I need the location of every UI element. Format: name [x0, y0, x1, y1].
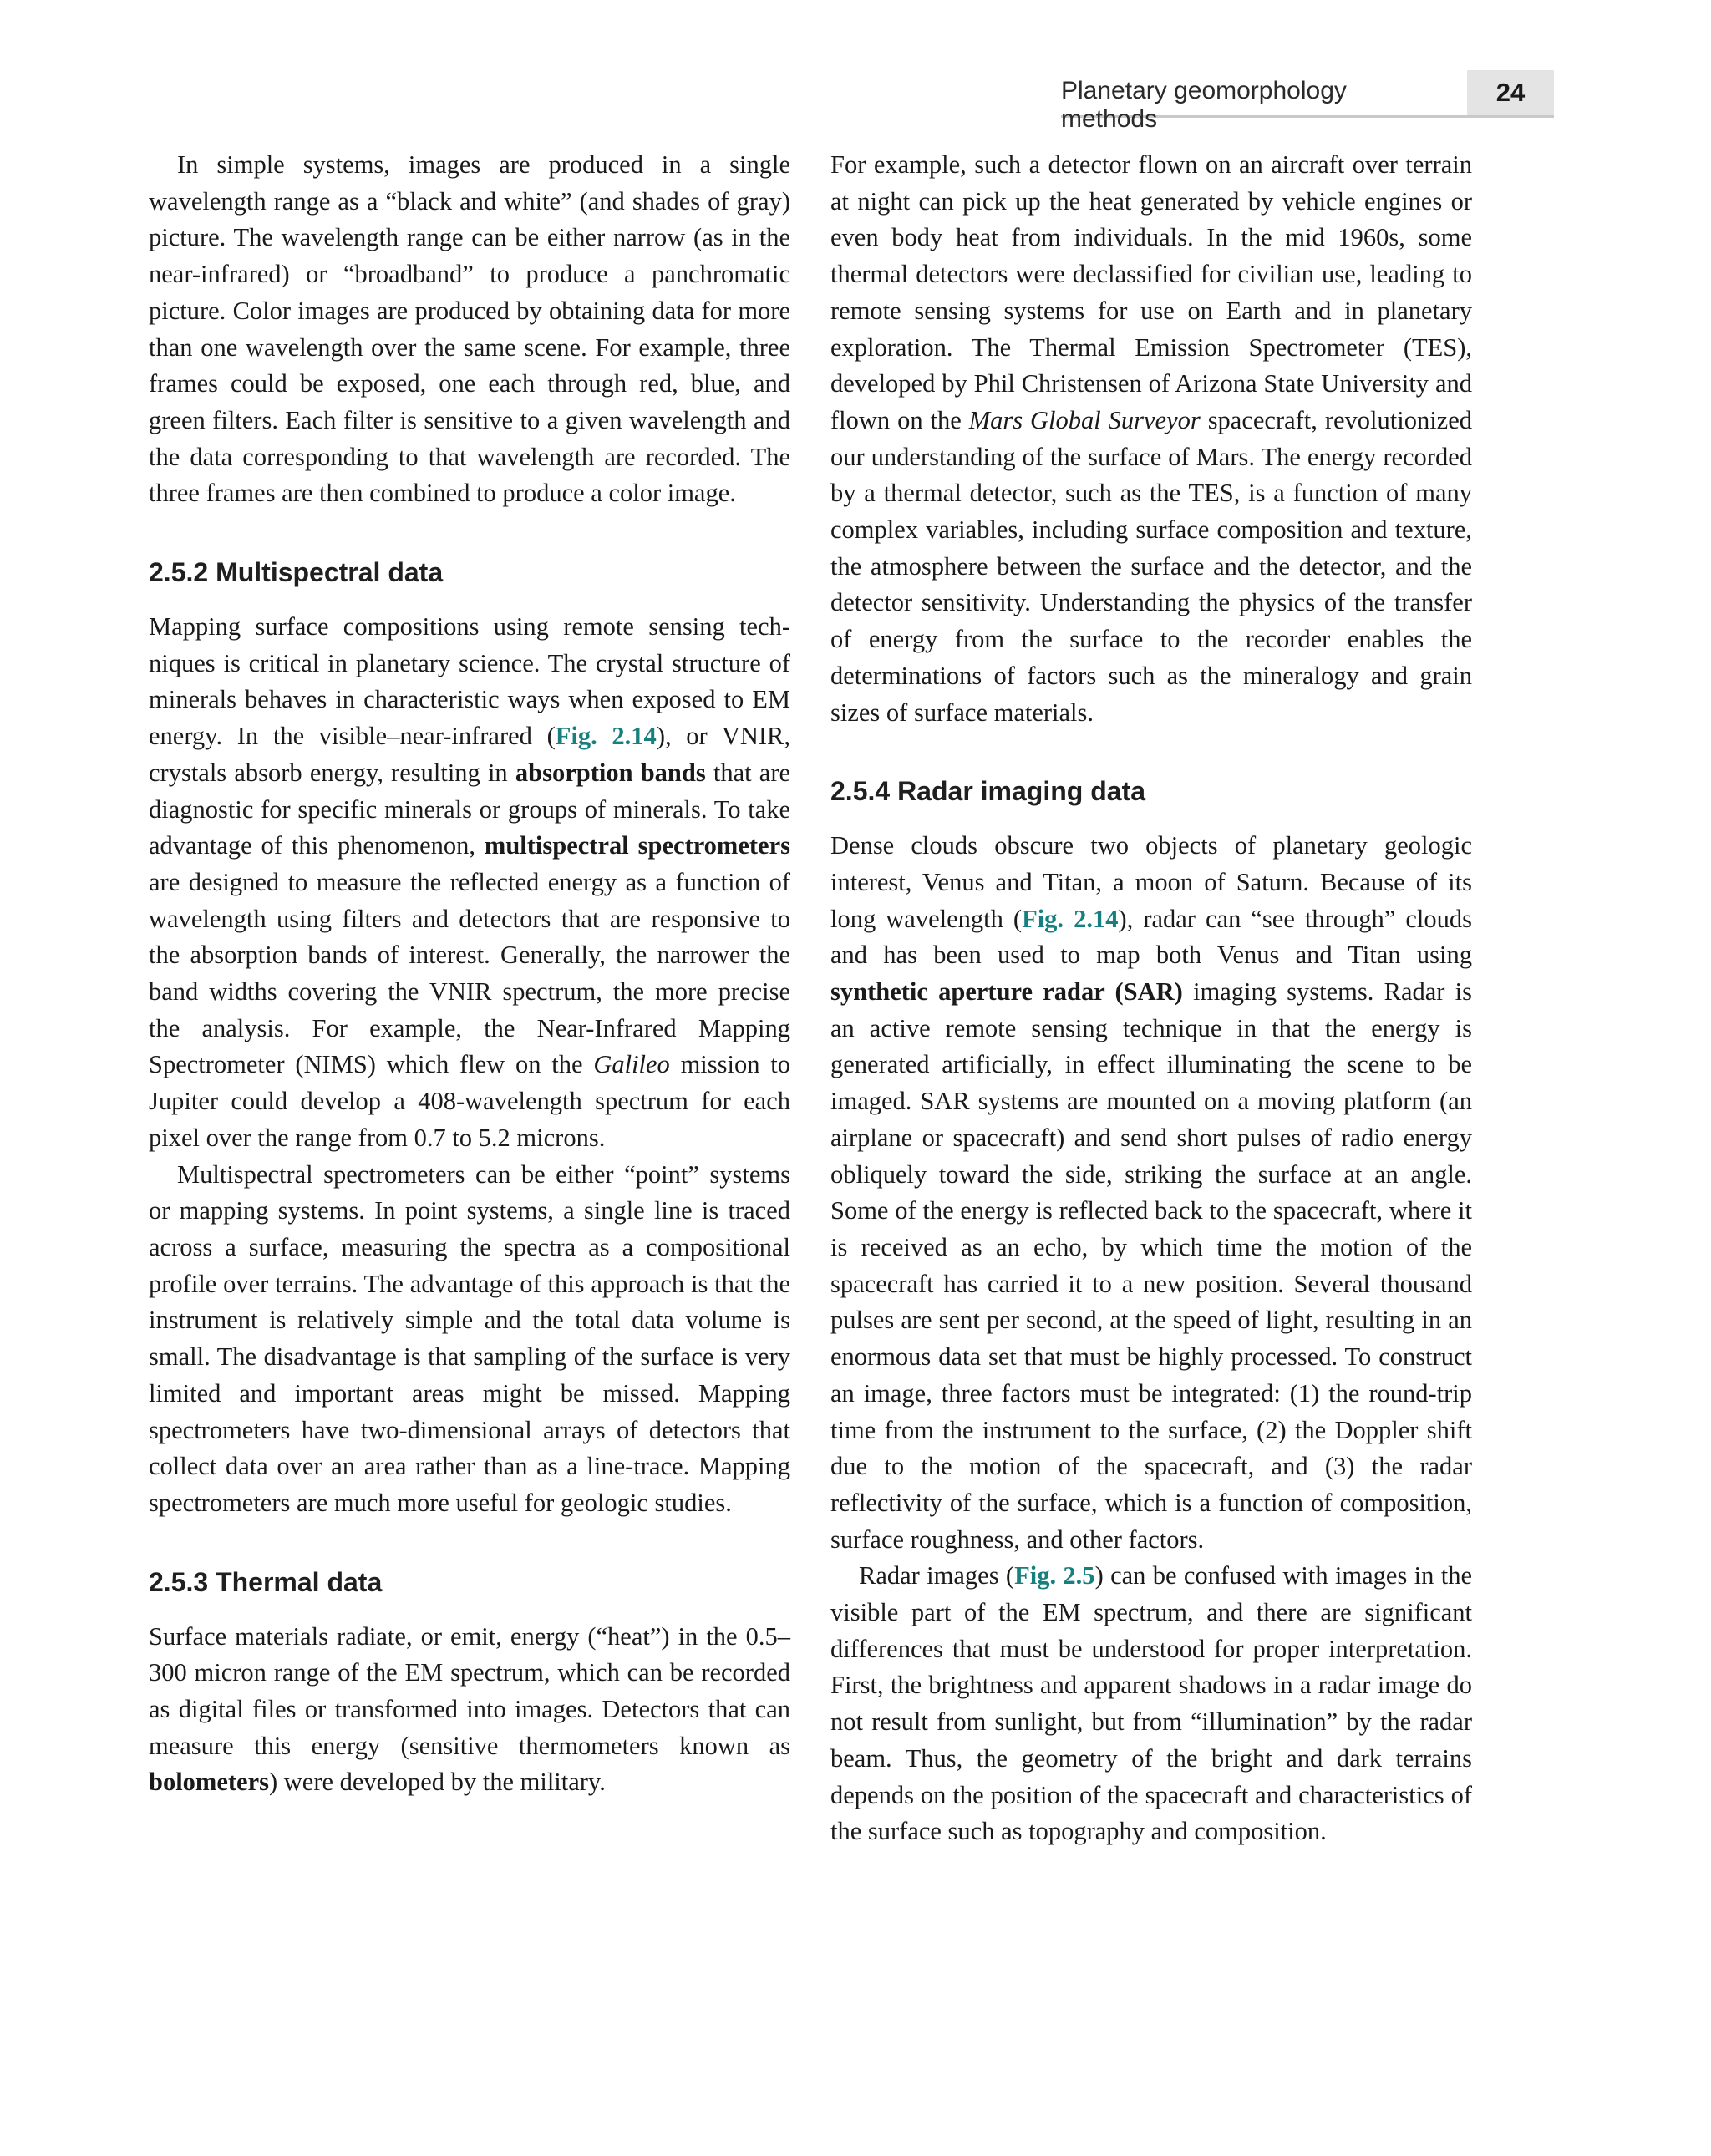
- heading-2-5-4-radar-imaging-data: 2.5.4 Radar imaging data: [830, 776, 1146, 807]
- text-run: are designed to measure the reflected energy as a function of wavelength using filters and detectors that are responsive to the absorption bands of interest. Generally, the narrower the band widths covering the VNIR spectrum, the more precise the analysis. For example, the Near-Infrared Mapping Spectrometer (NIMS) which flew on the: [149, 867, 790, 1079]
- paragraph-point-vs-mapping: Multispectral spectrometers can be either “point” systems or mapping systems. In point systems, a single line is traced across a surface, measuring the spectra as a compositional profile over terrains. The advantage of this approach is that the instrument is relatively simple and the total data volume is small. The disadvantage is that sampling of the surface is very limited and important areas might be missed. Mapping spectrometers have two-dimensional arrays of detectors that collect data over an area rather than as a line-trace. Mapping spectrometers are much more useful for geologic studies.: [149, 1159, 790, 1517]
- right-column: [830, 147, 1472, 1850]
- paragraph-radar-intro: [830, 828, 1472, 1558]
- figure-link-2-5[interactable]: Fig. 2.5: [1014, 1561, 1095, 1590]
- heading-2-5-2-multispectral-data: 2.5.2 Multispectral data: [149, 557, 444, 588]
- text-run: Radar images (: [859, 1561, 1015, 1590]
- term-absorption-bands: absorption bands: [515, 758, 706, 787]
- term-multispectral-spectrometers: multispectral spectrometers: [484, 831, 790, 860]
- left-column: [149, 147, 790, 1801]
- mission-name-mars-global-surveyor: Mars Global Surveyor: [968, 405, 1201, 434]
- paragraph-radar-images: [830, 1558, 1472, 1850]
- text-run: ), or VNIR, crystals absorb energy, resulting in: [149, 722, 790, 787]
- text-run: Mapping surface compositions using remote sensing techniques is critical in planetary science. The crystal structure of minerals behaves in characteristic ways when exposed to EM energy. In the visible–near-infrared (: [149, 612, 790, 751]
- text-run: For example, such a detector flown on an aircraft over terrain at night can pick up the heat generated by vehicle engines or even body heat from individuals. In the mid 1960s, some thermal detectors were declassified for civilian use, leading to remote sensing systems for use on Earth and in planetary exploration. The Thermal Emission Spectrometer (TES), developed by Phil Christensen of Arizona State University and flown on the: [830, 150, 1472, 434]
- term-synthetic-aperture-radar: synthetic aperture radar (SAR): [830, 977, 1183, 1007]
- paragraph-multispectral-intro: [149, 609, 790, 1157]
- running-header: [1061, 72, 1554, 133]
- text-run: that are diagnostic for specific minerals or groups of minerals. To take advantage of this phenomenon,: [149, 758, 791, 860]
- text-run: spacecraft, revolutionized our understanding of the surface of Mars. The energy recorded by a thermal detector, such as the TES, is a function of many complex variables, including surface composition and texture, the atmosphere between the surface and the detector, and the detector sensitivity. Understanding the physics of the transfer of energy from the surface to the recorder enables the determinations of factors such as the mineralogy and grain sizes of surface materials.: [830, 405, 1472, 727]
- figure-link-2-14[interactable]: Fig. 2.14: [1022, 904, 1119, 933]
- paragraph-simple-systems: In simple systems, images are produced in a single wavelength range as a “black and white” (and shades of gray) picture. The wavelength range can be either narrow (as in the near-infrared) or “broadband” to produce a panchromatic picture. Color images are produced by obtaining data for more than one wavelength over the same scene. For example, three frames could be exposed, one each through red, blue, and green filters. Each filter is sensitive to a given wavelength and the data corresponding to that wavelength are recorded. The three frames are then combined to produce a color image.: [149, 150, 790, 508]
- heading-2-5-3-thermal-data: 2.5.3 Thermal data: [149, 1566, 383, 1597]
- text-run: ) were developed by the military.: [268, 1768, 606, 1797]
- running-header-title: Planetary geomorphology methods: [1061, 77, 1347, 133]
- mission-name-galileo: Galileo: [593, 1050, 670, 1079]
- text-run: Dense clouds obscure two objects of planetary geologic interest, Venus and Titan, a moon of Saturn. Because of its long wavelength (: [830, 831, 1472, 933]
- page-number: 24: [1467, 70, 1554, 115]
- paragraph-thermal-continued: [830, 147, 1472, 731]
- text-run: imaging systems. Radar is an active remote sensing technique in that the energy is generated artificially, in effect illuminating the scene to be imaged. SAR systems are mounted on a moving platform (an airplane or spacecraft) and send short pulses of radio energy obliquely toward the side, striking the surface at an angle. Some of the energy is reflected back to the spacecraft, where it is received as an echo, by which time the motion of the spacecraft has carried it to a new position. Several thousand pulses are sent per second, at the speed of light, resulting in an enormous data set that must be highly processed. To construct an image, three factors must be integrated: (1) the round-trip time from the instrument to the surface, (2) the Doppler shift due to the motion of the spacecraft, and (3) the radar reflectivity of the surface, which is a function of composition, surface roughness, and other factors.: [830, 977, 1472, 1554]
- text-run: mission to Jupiter could develop a 408-wavelength spectrum for each pixel over the range from 0.7 to 5.2 microns.: [149, 1050, 790, 1152]
- text-run: ) can be confused with images in the visible part of the EM spectrum, and there are significant differences that must be understood for proper interpretation. First, the brightness and apparent shadows in a radar image do not result from sunlight, but from “illumination” by the radar beam. Thus, the geometry of the bright and dark terrains depends on the position of the spacecraft and characteristics of the surface such as topography and composition.: [830, 1561, 1473, 1846]
- paragraph-thermal-intro: [149, 1619, 790, 1802]
- text-run: ), radar can “see through” clouds and has been used to map both Venus and Titan using: [830, 904, 1473, 970]
- text-run: Surface materials radiate, or emit, energy (“heat”) in the 0.5–300 micron range of the EM spectrum, which can be recorded as digital files or transformed into images. Detectors that can measure this energy (sensitive thermometers known as: [149, 1621, 790, 1760]
- figure-link-2-14[interactable]: Fig. 2.14: [555, 722, 657, 751]
- term-bolometers: bolometers: [149, 1768, 269, 1797]
